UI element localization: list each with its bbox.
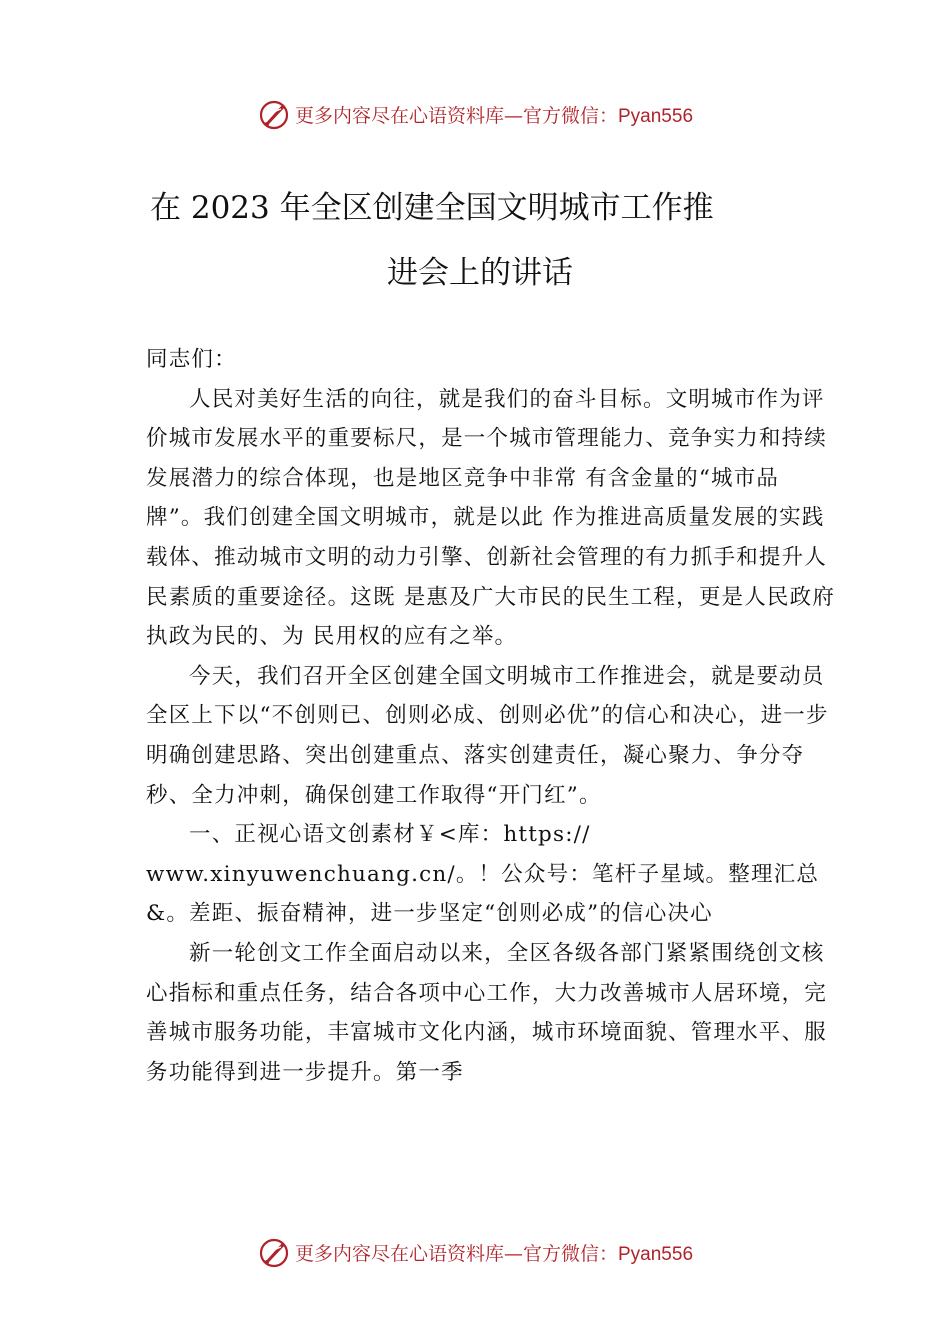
salutation: 同志们： [146, 347, 237, 372]
paragraph-2: 今天，我们召开全区创建全国文明城市工作推进会，就是要动员全区上下以“不创则已、创则必成、创则必优”的信心和决心，进一步明确创建思路、突出创建重点、落实创建责任，凝心聚力、争分夺秒、全力冲刺，确保创建工作取得“开门红”。 [146, 663, 829, 808]
paragraph-1: 人民对美好生活的向往，就是我们的奋斗目标。文明城市作为评价城市发展水平的重要标尺，是一个城市管理能力、竞争实力和持续发展潜力的综合体现，也是地区竞争中非常 有含金量的“城市品牌”。我们创建全国文明城市，就是以此 作为推进高质量发展的实践载体、推动城市文明的动力引擎、创新社会管理的有力抓手和提升人民素质的重要途径。这既 是惠及广大市民的民生工程，更是人民政府执政为民的、为 民用权的应有之举。 [146, 386, 836, 650]
quill-seal-icon [257, 1235, 291, 1269]
section-heading-1: 一、正视心语文创素材￥<库：https:// [189, 822, 591, 848]
header-banner [0, 94, 950, 134]
paragraph-4: 新一轮创文工作全面启动以来，全区各级各部门紧紧围绕创文核心指标和重点任务，结合各项中心工作，大力改善城市人居环境，完善城市服务功能，丰富城市文化内涵，城市环境面貌、管理水平、服务功能得到进一步提升。第一季 [146, 940, 828, 1085]
banner-text: 更多内容尽在心语资料库—官方微信：Pyan556 [294, 104, 694, 127]
footer-banner [0, 1232, 950, 1272]
section-heading-1-cont: www.xinyuwenchuang.cn/。！公众号：笔杆子星域。整理汇总&。差距、振奋精神，进一步坚定“创则必成”的信心决心 [146, 861, 820, 927]
page-title-line-2: 进会上的讲话 [387, 255, 573, 291]
speech-body [146, 340, 836, 1092]
banner-text: 更多内容尽在心语资料库—官方微信：Pyan556 [294, 1242, 694, 1265]
wechat-id: Pyan556 [618, 1243, 694, 1265]
page-title-line-1: 在 2023 年全区创建全国文明城市工作推 [150, 190, 714, 226]
quill-seal-icon [257, 97, 291, 131]
wechat-id: Pyan556 [618, 105, 694, 127]
